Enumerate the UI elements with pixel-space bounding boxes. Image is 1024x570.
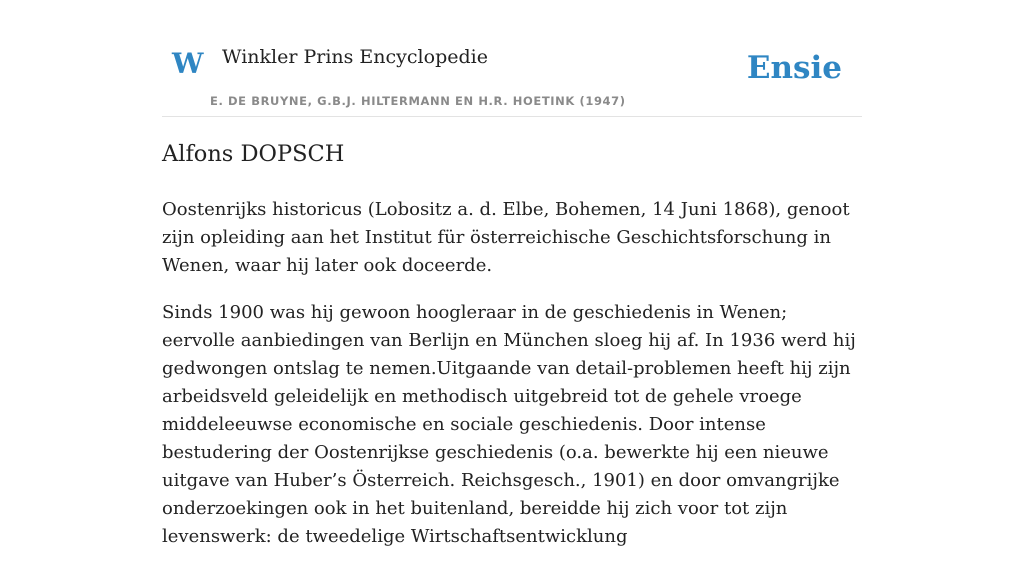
article-title: Alfons DOPSCH: [162, 141, 345, 167]
article: [162, 138, 862, 570]
source-title[interactable]: Winkler Prins Encyclopedie: [222, 46, 488, 68]
winkler-prins-logo-icon[interactable]: W: [172, 47, 204, 80]
site-header: [162, 0, 862, 117]
source-authors: E. DE BRUYNE, G.B.J. HILTERMANN EN H.R. HOETINK (1947): [210, 94, 626, 108]
article-paragraph-2: Sinds 1900 was hij gewoon hoogleraar in de geschiedenis in Wenen; eervolle aanbiedingen van Berlijn en München sloeg hij af. In 1936 werd hij gedwongen ontslag te nemen.Uitgaande van detail-problemen heeft hij zijn arbeidsveld geleidelijk en methodisch uitgebreid tot de gehele vroege middeleeuwse economische en sociale geschiedenis. Door intense bestudering der Oostenrijkse geschiedenis (o.a. bewerkte hij een nieuwe uitgave van Huber’s Österreich. Reichsgesch., 1901) en door omvangrijke onderzoekingen ook in het buitenland, bereidde hij zich voor tot zijn levenswerk: de tweedelige Wirtschaftsentwicklung: [162, 301, 856, 547]
ensie-logo[interactable]: Ensie: [746, 50, 842, 86]
article-paragraph-1: Oostenrijks historicus (Lobositz a. d. Elbe, Bohemen, 14 Juni 1868), genoot zijn opleiding aan het Institut für österreichische Geschichtsforschung in Wenen, waar hij later ook doceerde.: [162, 198, 850, 276]
